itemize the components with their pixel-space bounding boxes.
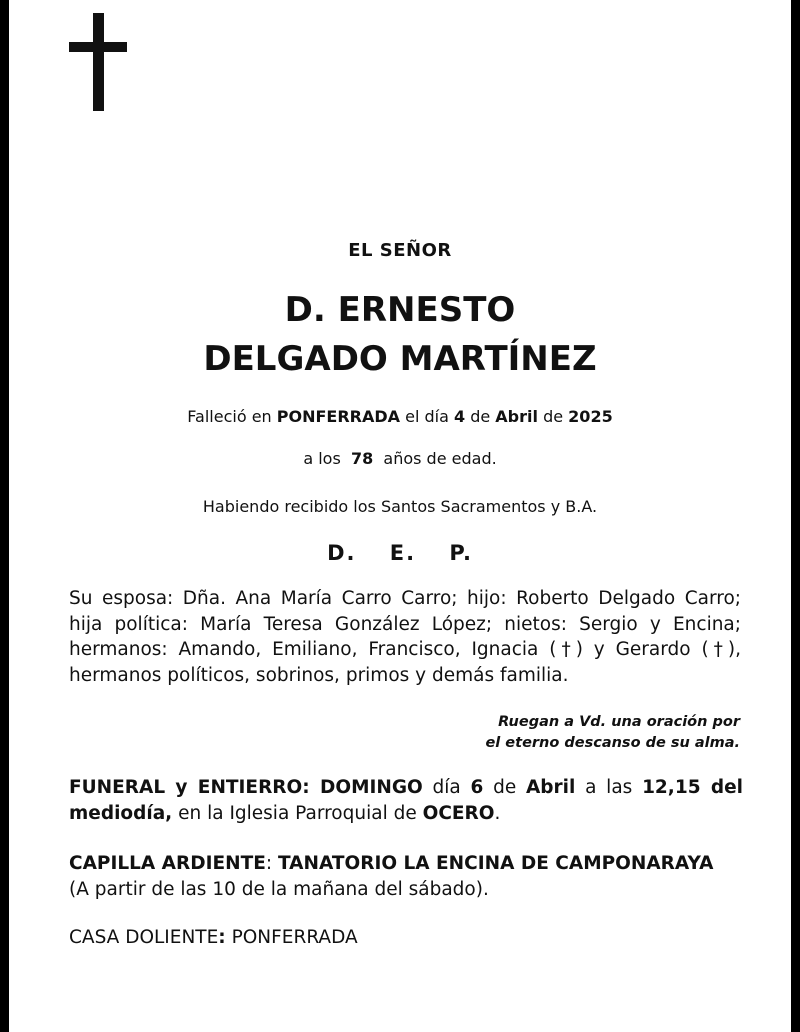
age-info: a los 78 años de edad. — [303, 449, 497, 468]
capilla-info: CAPILLA ARDIENTE: TANATORIO LA ENCINA DE CAMPONARAYA (A partir de las 10 de la mañana del sábado). — [69, 851, 713, 902]
cross-icon — [69, 13, 127, 111]
prayer-line-2: el eterno descanso de su alma. — [485, 735, 740, 751]
casa-doliente-info: CASA DOLIENTE: PONFERRADA — [69, 927, 358, 948]
sacraments-text: Habiendo recibido los Santos Sacramentos y B.A. — [202, 497, 598, 516]
dep-text: D. E. P. — [327, 541, 473, 565]
honorific-title: EL SEÑOR — [348, 240, 452, 261]
prayer-line-1: Ruegan a Vd. una oración por — [498, 714, 740, 730]
prayer-text — [485, 712, 740, 754]
funeral-info: FUNERAL y ENTIERRO: DOMINGO día 6 de Abril a las 12,15 del mediodía, en la Iglesia Parroquial de OCERO. — [69, 777, 744, 824]
death-info: Falleció en PONFERRADA el día 4 de Abril de 2025 — [187, 407, 613, 426]
family-text: Su esposa: Dña. Ana María Carro Carro; hijo: Roberto Delgado Carro; hija política: María Teresa González López; nietos: Sergio y Encina; hermanos: Amando, Emiliano, Francisco, Ignacia (†) y Gerardo (†), hermanos políticos, sobrinos, primos y demás familia. — [69, 588, 741, 686]
deceased-name-line-1: D. ERNESTO — [284, 290, 516, 330]
capilla-note: (A partir de las 10 de la mañana del sábado). — [69, 878, 489, 900]
deceased-name-line-2: DELGADO MARTÍNEZ — [203, 339, 597, 379]
obituary-page — [9, 0, 791, 1032]
